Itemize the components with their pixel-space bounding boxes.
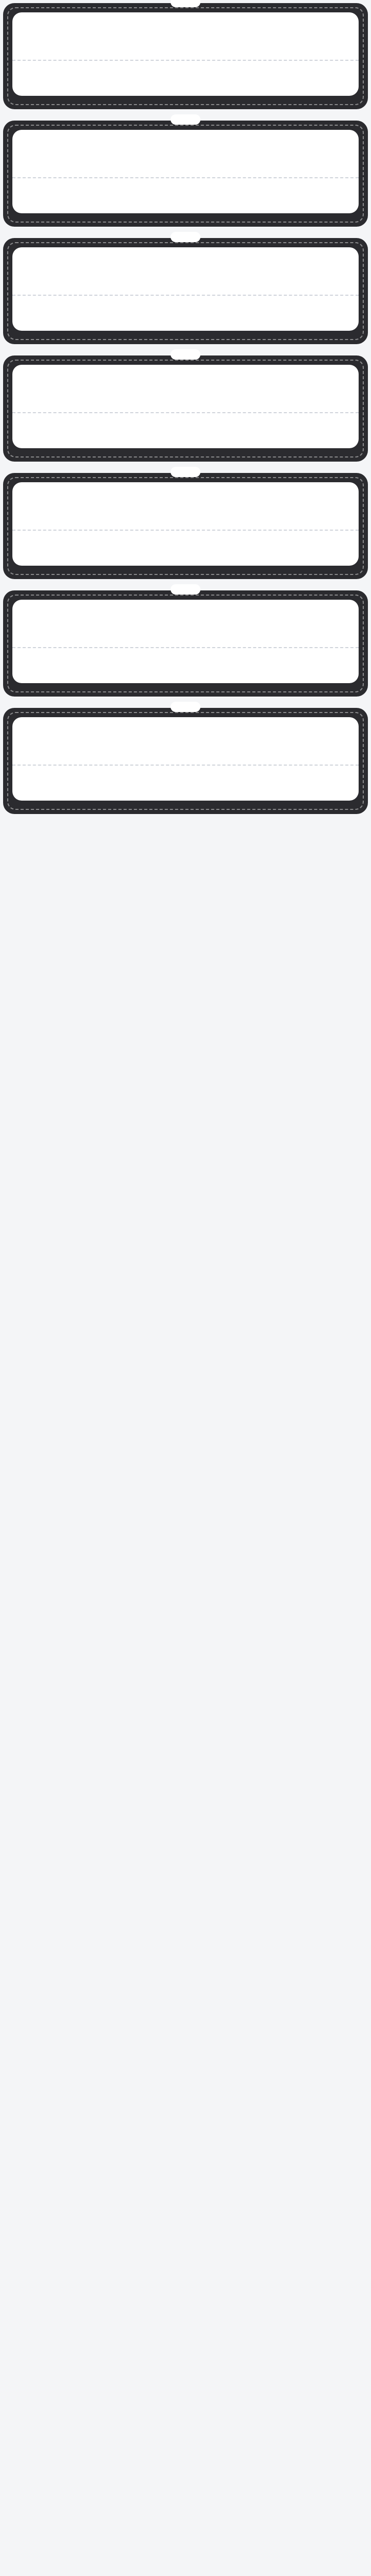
card-wrap-2 [3,121,368,227]
section-4b [12,412,359,443]
header-pill [171,584,200,595]
header-pill [171,114,200,125]
header-pill [171,467,200,477]
spacer [12,208,359,213]
section-3a [12,247,359,295]
card-wrap-6 [3,590,368,697]
section-2b [12,177,359,208]
card [12,482,359,566]
card-wrap-5 [3,473,368,579]
section-1b [12,60,359,91]
section-1a [12,12,359,60]
card-wrap-4 [3,355,368,462]
card-wrap-1 [3,3,368,109]
section-2a [12,130,359,177]
section-6b [12,647,359,678]
card-wrap-7 [3,708,368,814]
header-pill [171,232,200,242]
section-3b [12,295,359,326]
header-pill [171,0,200,7]
card-wrap-3 [3,238,368,344]
section-7b [12,765,359,795]
header-pill [171,349,200,360]
card [12,365,359,448]
card [12,247,359,331]
card [12,717,359,801]
spacer [12,678,359,683]
card [12,130,359,213]
card [12,12,359,96]
spacer [12,561,359,566]
section-6a [12,600,359,647]
header-pill [171,702,200,712]
section-5a [12,482,359,530]
card [12,600,359,683]
spacer [12,91,359,96]
spacer [12,443,359,448]
section-4a [12,365,359,412]
spacer [12,795,359,801]
section-7a [12,717,359,765]
spacer [12,326,359,331]
section-5b [12,530,359,561]
